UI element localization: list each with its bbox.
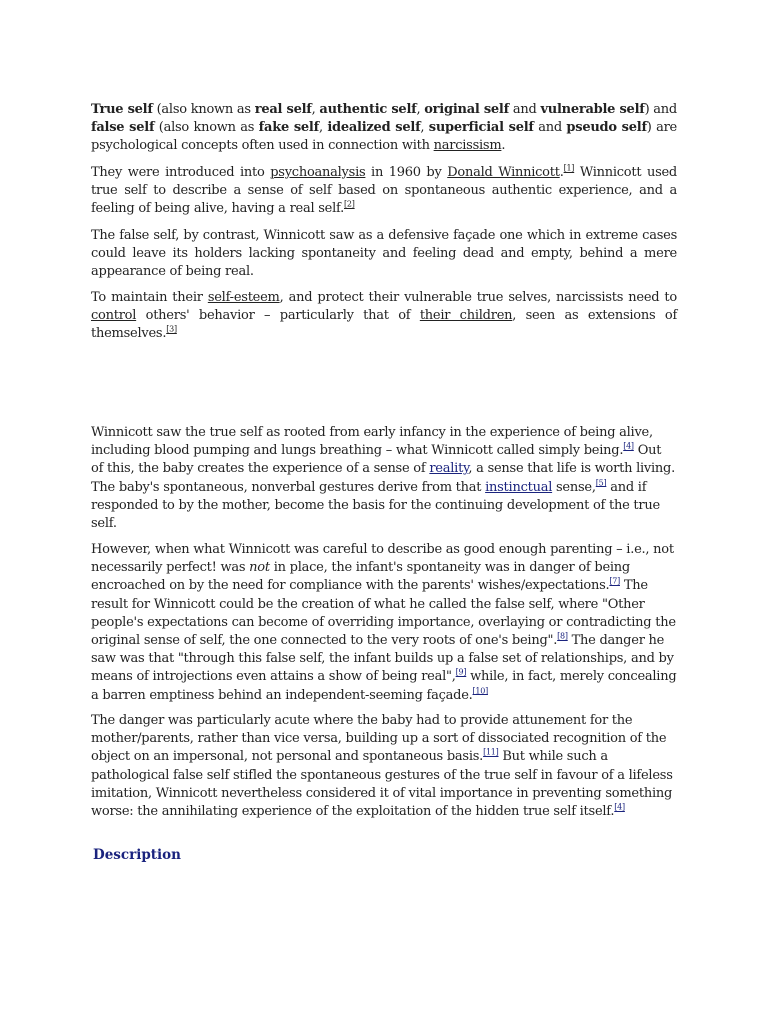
text-run: ,	[420, 120, 429, 136]
section-heading-description: Description	[93, 847, 181, 863]
text-run: Winnicott saw the true self as rooted from early infancy in the experience of being alive, including blood pumping and lungs breathing – what Winnicott called simply being.	[91, 425, 653, 459]
footnote-ref[interactable]: [3]	[166, 325, 177, 335]
footnote-ref[interactable]: [2]	[344, 200, 355, 210]
text-run: Winnicott used true self to describe a sense of self based on spontaneous authentic experience, and a feeling of being alive, having a real self.	[91, 165, 678, 217]
text-run: in place, the infant's spontaneity was in danger of being encroached on by the need for compliance with the parents' wishes/expectations.	[91, 560, 630, 594]
text-run: and	[508, 102, 541, 117]
footnote-ref[interactable]: [8]	[557, 631, 568, 641]
bold-term: superficial self	[428, 120, 534, 136]
bold-term: fake self	[258, 120, 319, 136]
bold-term: real self	[254, 102, 312, 117]
text-run: The danger was particularly acute where the baby had to provide attunement for the mother/parents, rather than vice versa, building up a sort of dissociated recognition of the object on an impersonal, not personal and spontaneous basis.	[91, 713, 667, 765]
text-run: in 1960 by	[365, 165, 448, 180]
bold-term: pseudo self	[566, 120, 647, 136]
footnote-ref[interactable]: [10]	[472, 686, 488, 696]
footnote-ref[interactable]: [5]	[595, 478, 607, 488]
text-run: and if responded to by the mother, become the basis for the continuing development of the true self.	[91, 479, 660, 532]
bold-term: false self	[91, 120, 155, 136]
text-run: sense,	[552, 479, 596, 495]
text-run: ,	[416, 102, 425, 117]
text-run: Out of this, the baby creates the experience of a sense of	[91, 443, 662, 477]
paragraph-good-enough-parenting	[91, 541, 677, 705]
footnote-ref[interactable]: [11]	[483, 748, 499, 758]
paragraph-true-self-roots	[91, 424, 677, 533]
text-run: others' behavior – particularly that of	[136, 308, 420, 324]
text-run: (also known as	[154, 120, 259, 136]
text-run: ) and	[644, 102, 677, 117]
footnote-ref[interactable]: [4]	[614, 802, 625, 812]
footnote-ref[interactable]: [7]	[609, 577, 620, 587]
text-run: ,	[318, 120, 328, 136]
bold-term: idealized self	[327, 120, 421, 136]
text-run: , a sense that life is worth living. The baby's spontaneous, nonverbal gestures derive from that	[91, 461, 675, 495]
text-run: , seen as extensions of themselves.	[91, 308, 678, 342]
inline-link[interactable]: instinctual	[485, 479, 553, 495]
text-run: (also known as	[152, 102, 255, 117]
footnote-ref[interactable]: [9]	[455, 668, 467, 678]
bold-term: True self	[91, 102, 153, 117]
text-run: .	[501, 138, 506, 154]
text-run: and	[533, 120, 567, 136]
paragraph-origin	[91, 164, 677, 219]
text-run: , and protect their vulnerable true selves, narcissists need to	[279, 290, 677, 305]
text-run: The result for Winnicott could be the creation of what he called the false self, where "Other people's expectations can become of overriding importance, overlaying or contradicting the original sense of self, the one connected to the very roots of one's being".	[91, 578, 676, 649]
paragraph-danger	[91, 712, 677, 821]
paragraph-definition	[91, 101, 677, 156]
text-run: while, in fact, merely concealing a barren emptiness behind an independent-seeming façade.	[91, 669, 677, 703]
text-run: To maintain their	[91, 290, 208, 305]
bold-term: original self	[424, 102, 509, 117]
text-run: But while such a pathological false self stifled the spontaneous gestures of the true self in favour of a lifeless imitation, Winnicott nevertheless considered it of vital importance in preventing something worse: the annihilating experience of the exploitation of the hidden true self itself.	[91, 749, 673, 820]
text-run: They were introduced into	[91, 165, 271, 180]
text-run: However, when what Winnicott was careful to describe as good enough parenting – i.e., not necessarily perfect! was	[91, 542, 674, 576]
text-run: ,	[311, 102, 320, 117]
inline-link[interactable]: narcissism	[433, 138, 502, 154]
inline-link[interactable]: their children	[419, 308, 513, 324]
footnote-ref[interactable]: [1]	[563, 163, 575, 173]
inline-link[interactable]: control	[91, 308, 137, 324]
italic-run: not	[249, 560, 270, 576]
inline-link[interactable]: Donald Winnicott	[447, 165, 560, 180]
paragraph-false-self	[91, 227, 677, 282]
inline-link[interactable]: self-esteem	[207, 290, 280, 305]
inline-link[interactable]: reality	[429, 461, 469, 477]
inline-link[interactable]: psychoanalysis	[270, 165, 366, 180]
text-run: ) are psychological concepts often used in connection with	[91, 120, 678, 154]
text-run: .	[559, 165, 564, 180]
footnote-ref[interactable]: [4]	[623, 441, 634, 451]
text-run: The danger he saw was that "through this false self, the infant builds up a false set of relationships, and by means of introjections even attains a show of being real",	[91, 633, 674, 685]
bold-term: authentic self	[319, 102, 417, 117]
paragraph-self-esteem	[91, 289, 677, 344]
bold-term: vulnerable self	[540, 102, 645, 117]
text-run: The false self, by contrast, Winnicott saw as a defensive façade one which in extreme cases could leave its holders lacking spontaneity and feeling dead and empty, behind a mere appearance of being real.	[91, 228, 677, 280]
